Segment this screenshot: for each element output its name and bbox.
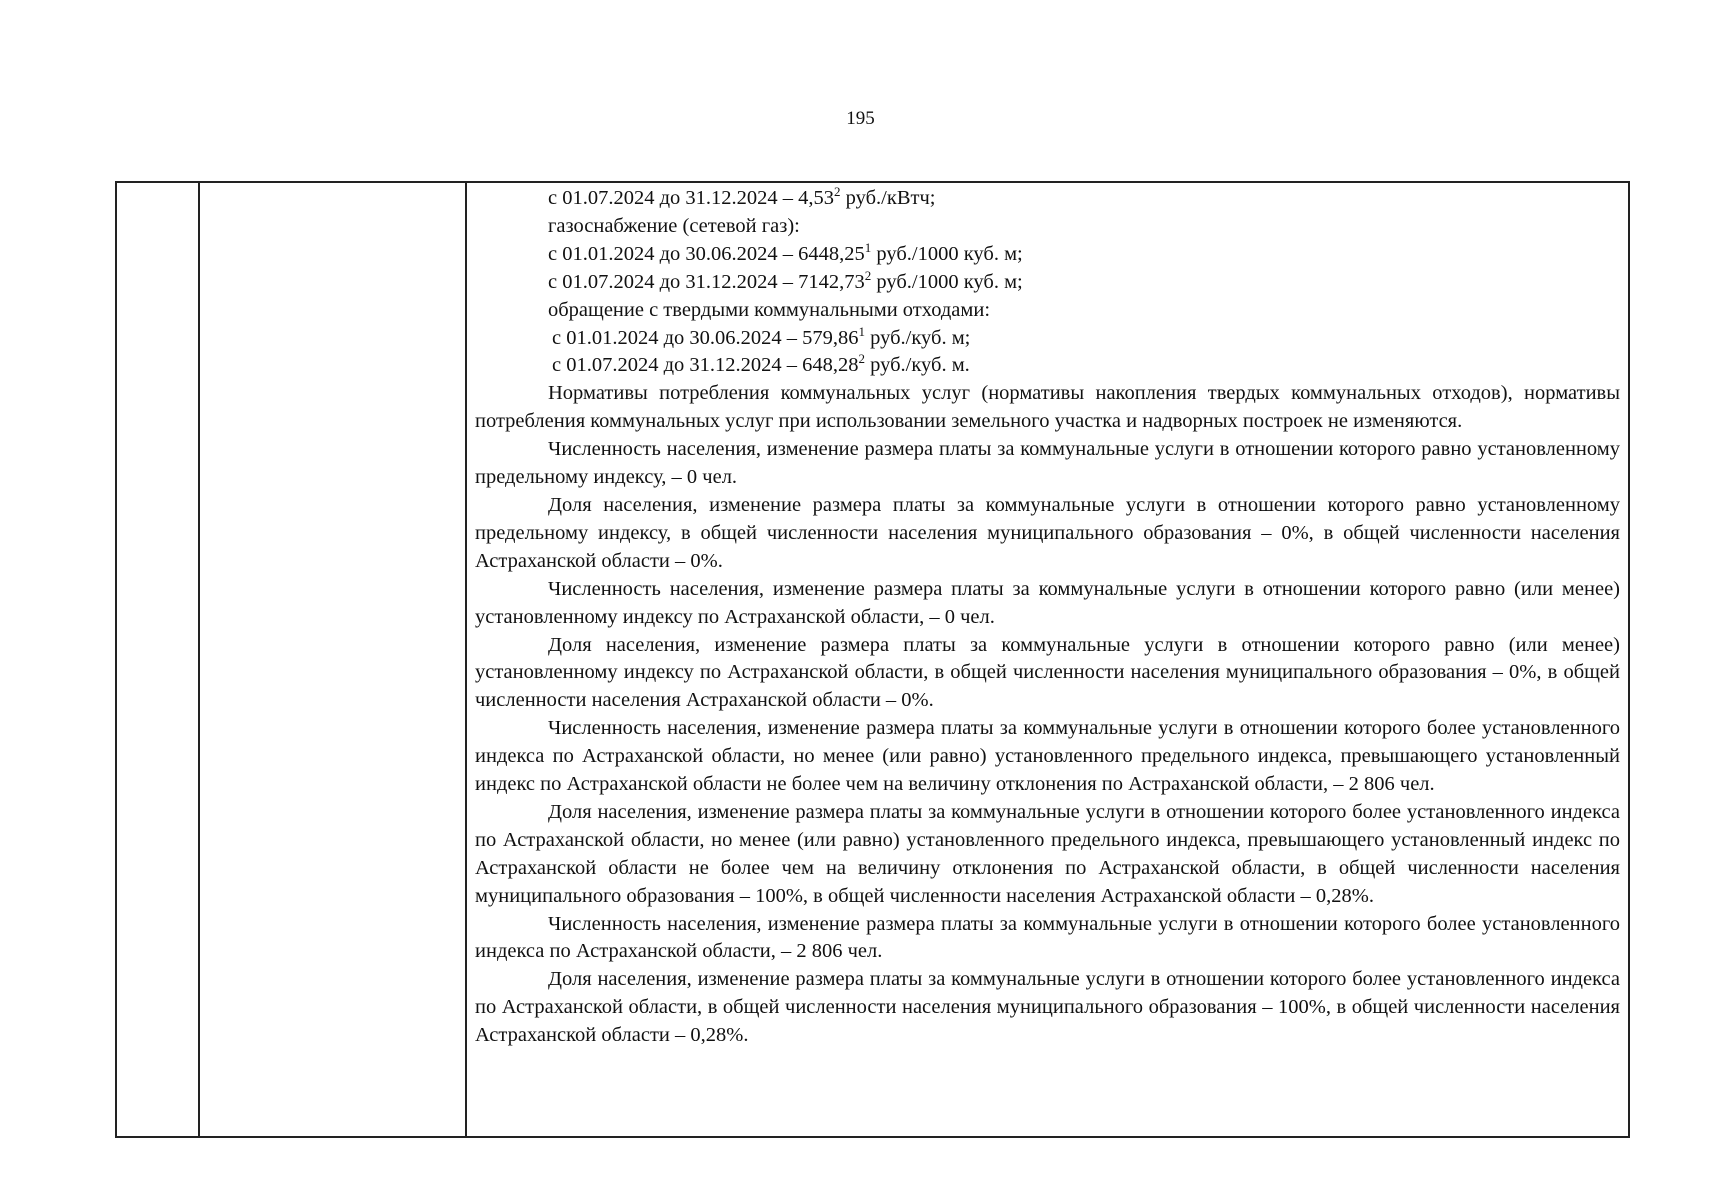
paragraph-population-below-index: Численность населения, изменение размера платы за коммунальные услуги в отношении которого равно (или менее) установленному индексу по Астраханской области, – 0 чел.: [475, 577, 1620, 628]
tariff-line: с 01.07.2024 до 31.12.2024 – 4,53$^2$ руб./кВтч;: [548, 184, 936, 209]
table-cell-name: [199, 182, 466, 1137]
paragraph-population-equal-limit: Численность населения, изменение размера платы за коммунальные услуги в отношении которого равно установленному предельному индексу, – 0 чел.: [475, 438, 1620, 489]
page-number: 195: [846, 108, 875, 129]
paragraph-share-above-index: Доля населения, изменение размера платы за коммунальные услуги в отношении которого более установленного индекса по Астраханской области, в общей численности населения муниципального образования – 100%, в общей численности населения Астраханской области – 0,28%.: [475, 968, 1620, 1047]
tariff-line: обращение с твердыми коммунальными отходами:: [548, 298, 991, 321]
table-cell-content: [466, 182, 1629, 1137]
table-row: [116, 182, 1629, 1137]
paragraph-population-within-deviation: Численность населения, изменение размера платы за коммунальные услуги в отношении которого более установленного индекса по Астраханской области, но менее (или равно) установленного предельного индекса, превышающего установленный индекс по Астраханской области не более чем на величину отклонения по Астраханской области, – 2 806 чел.: [475, 717, 1620, 796]
paragraph-consumption-norms: Нормативы потребления коммунальных услуг (нормативы накопления твердых коммунальных отходов), нормативы потребления коммунальных услуг при использовании земельного участка и надворных построек не изменяются.: [475, 382, 1620, 433]
paragraph-share-within-deviation: Доля населения, изменение размера платы за коммунальные услуги в отношении которого более установленного индекса по Астраханской области, но менее (или равно) установленного предельного индекса, превышающего установленный индекс по Астраханской области не более чем на величину отклонения по Астраханской области, в общей численности населения муниципального образования – 100%, в общей численности населения Астраханской области – 0,28%.: [475, 800, 1620, 907]
tariff-line: с 01.01.2024 до 30.06.2024 – 6448,25$^1$ руб./1000 куб. м;: [548, 239, 1023, 265]
tariff-line: с 01.07.2024 до 31.12.2024 – 648,28$^2$ руб./куб. м.: [552, 351, 970, 377]
table-cell-number: [116, 182, 199, 1137]
paragraph-population-above-index: Численность населения, изменение размера платы за коммунальные услуги в отношении которого более установленного индекса по Астраханской области, – 2 806 чел.: [475, 912, 1620, 963]
paragraph-share-equal-limit: Доля населения, изменение размера платы за коммунальные услуги в отношении которого равно установленному предельному индексу, в общей численности населения муниципального образования – 0%, в общей численности населения Астраханской области – 0%.: [475, 493, 1620, 572]
document-table: [115, 181, 1630, 1138]
tariff-line: с 01.01.2024 до 30.06.2024 – 579,86$^1$ руб./куб. м;: [552, 323, 971, 349]
tariff-line: с 01.07.2024 до 31.12.2024 – 7142,73$^2$ руб./1000 куб. м;: [548, 267, 1023, 293]
paragraph-share-below-index: Доля населения, изменение размера платы за коммунальные услуги в отношении которого равно (или менее) установленному индексу по Астраханской области, в общей численности населения муниципального образования – 0%, в общей численности населения Астраханской области – 0%.: [475, 633, 1620, 712]
tariff-line: газоснабжение (сетевой газ):: [548, 214, 800, 237]
